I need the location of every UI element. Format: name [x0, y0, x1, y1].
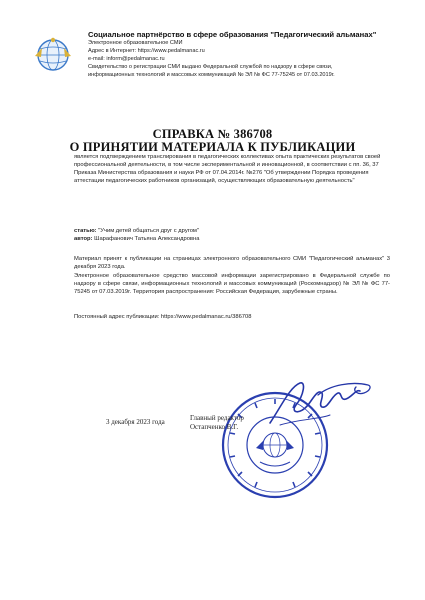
registration-line-2: информационных технологий и массовых коммуникаций № ЭЛ № ФС 77-75245 от 07.03.2019г. — [88, 72, 335, 78]
author-label: автор: — [74, 236, 93, 242]
certificate-number-title: СПРАВКА № 386708 — [152, 127, 273, 141]
certificate-subject-title: О ПРИНЯТИИ МАТЕРИАЛА К ПУБЛИКАЦИИ — [69, 140, 356, 154]
registration-line-1: Свидетельство о регистрации СМИ выдано Федеральной службой по надзору в сфере связи, — [88, 64, 333, 70]
website-line: Адрес в Интернет: https://www.pedalmanac.ru — [88, 48, 205, 54]
editor-role: Главный редактор — [190, 414, 244, 422]
article-row — [74, 227, 199, 235]
article-label: статью: — [74, 228, 97, 234]
org-title: Социальное партнёрство в сфере образования "Педагогический альманах" — [88, 30, 377, 39]
author-value: Шарафанович Татьяна Александровна — [94, 236, 200, 242]
media-type-line: Электронное образовательное СМИ — [88, 40, 183, 46]
publication-address: Постоянный адрес публикации: https://www.pedalmanac.ru/386708 — [74, 314, 252, 320]
signoff-block — [190, 414, 244, 432]
article-value: "Учим детей общаться друг с другом" — [98, 228, 199, 234]
accepted-paragraph: Материал принят к публикации на страницах электронного образовательного СМИ "Педагогический альманах" 3 декабря 2023 года. — [74, 256, 390, 270]
signoff-date: 3 декабря 2023 года — [106, 418, 165, 426]
email-line: e-mail: inform@pedalmanac.ru — [88, 56, 165, 62]
globe-logo-icon — [32, 34, 74, 76]
registered-paragraph: Электронное образовательное средство массовой информации зарегистрировано в Федеральной службе по надзору в сфере связи, информационных технологий и массовых коммуникаций (Роскомнадзор) № ЭЛ № ФС 77-75245 от 07.03.2019г. Территория распространения: Российская Федерация, зарубежные страны. — [74, 273, 390, 295]
author-row — [74, 235, 199, 243]
editor-name: Остапченко В.Г. — [190, 423, 239, 431]
signature-icon — [260, 375, 380, 435]
intro-paragraph: является подтверждением транслирования в педагогических коллективах опыта практических результатов своей профессиональной деятельности, в том числе экспериментальной и инновационной, в соответствии с пп. 36, 37 Приказа Министерства образования и науки РФ от 07.04.2014г. №276 "Об утверждении Порядка проведения аттестации педагогических работников организаций, осуществляющих образовательную деятельность" — [74, 154, 381, 184]
